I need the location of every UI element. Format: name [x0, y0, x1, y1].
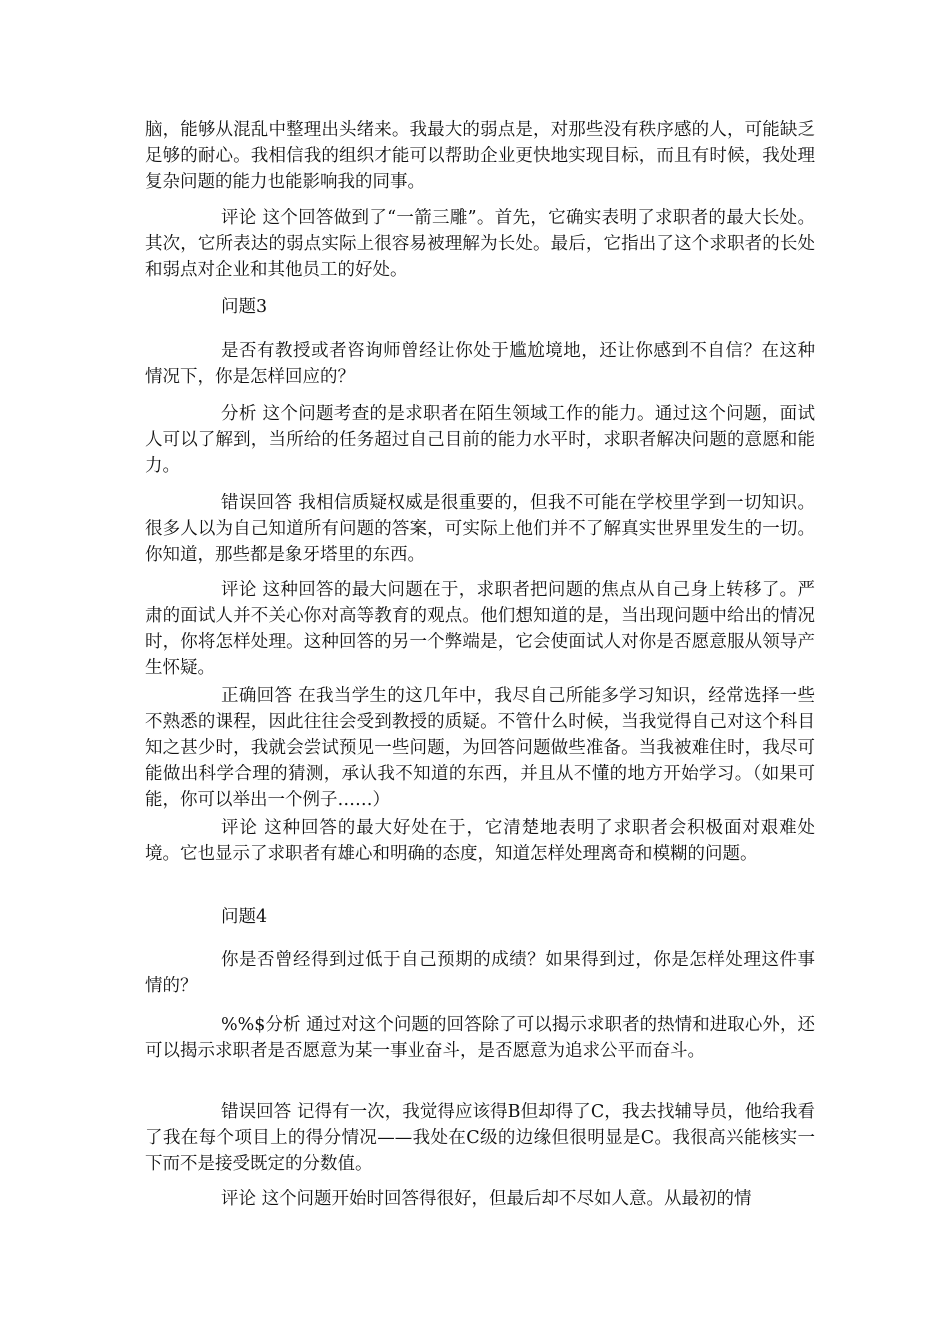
paragraph-question-4: 你是否曾经得到过低于自己预期的成绩？如果得到过，你是怎样处理这件事情的？ — [145, 950, 815, 996]
heading-question-4: 问题4 — [221, 907, 268, 927]
paragraph-comment-wrong-q3: 评论 这种回答的最大问题在于，求职者把问题的焦点从自己身上转移了。严肃的面试人并不关心你对高等教育的观点。他们想知道的是，当出现问题中给出的情况时，你将怎样处理。这种回答的另一个弊端是，它会使面试人对你是否愿意服从领导产生怀疑。 — [145, 580, 815, 678]
paragraph-comment-right-q3: 评论 这种回答的最大好处在于，它清楚地表明了求职者会积极面对艰难处境。它也显示了求职者有雄心和明确的态度，知道怎样处理离奇和模糊的问题。 — [145, 818, 815, 864]
heading-question-3: 问题3 — [221, 297, 268, 317]
paragraph-right-answer-q3: 正确回答 在我当学生的这几年中，我尽自己所能多学习知识，经常选择一些不熟悉的课程，因此往往会受到教授的质疑。不管什么时候，当我觉得自己对这个科目知之甚少时，我就会尝试预见一些问题，为回答问题做些准备。当我被难住时，我尽可能做出科学合理的猜测，承认我不知道的东西，并且从不懂的地方开始学习。（如果可能，你可以举出一个例子……） — [145, 686, 815, 810]
paragraph-comment-q2: 评论 这个回答做到了“一箭三雕”。首先，它确实表明了求职者的最大长处。其次，它所表达的弱点实际上很容易被理解为长处。最后，它指出了这个求职者的长处和弱点对企业和其他员工的好处。 — [145, 208, 815, 280]
paragraph-continuation: 脑，能够从混乱中整理出头绪来。我最大的弱点是，对那些没有秩序感的人，可能缺乏足够的耐心。我相信我的组织才能可以帮助企业更快地实现目标，而且有时候，我处理复杂问题的能力也能影响我的同事。 — [145, 120, 815, 192]
paragraph-analysis-q3: 分析 这个问题考查的是求职者在陌生领域工作的能力。通过这个问题，面试人可以了解到，当所给的任务超过自己目前的能力水平时，求职者解决问题的意愿和能力。 — [145, 404, 815, 476]
paragraph-comment-q4: 评论 这个问题开始时回答得很好，但最后却不尽如人意。从最初的情 — [221, 1189, 752, 1209]
paragraph-question-3: 是否有教授或者咨询师曾经让你处于尴尬境地，还让你感到不自信？在这种情况下，你是怎样回应的？ — [145, 341, 815, 387]
paragraph-wrong-answer-q3: 错误回答 我相信质疑权威是很重要的，但我不可能在学校里学到一切知识。很多人以为自己知道所有问题的答案，可实际上他们并不了解真实世界里发生的一切。你知道，那些都是象牙塔里的东西。 — [145, 493, 815, 565]
paragraph-wrong-answer-q4: 错误回答 记得有一次，我觉得应该得B但却得了C，我去找辅导员，他给我看了我在每个项目上的得分情况——我处在C级的边缘但很明显是C。我很高兴能核实一下而不是接受既定的分数值。 — [145, 1102, 815, 1174]
paragraph-analysis-q4: %%$分析 通过对这个问题的回答除了可以揭示求职者的热情和进取心外，还可以揭示求职者是否愿意为某一事业奋斗，是否愿意为追求公平而奋斗。 — [145, 1015, 815, 1061]
